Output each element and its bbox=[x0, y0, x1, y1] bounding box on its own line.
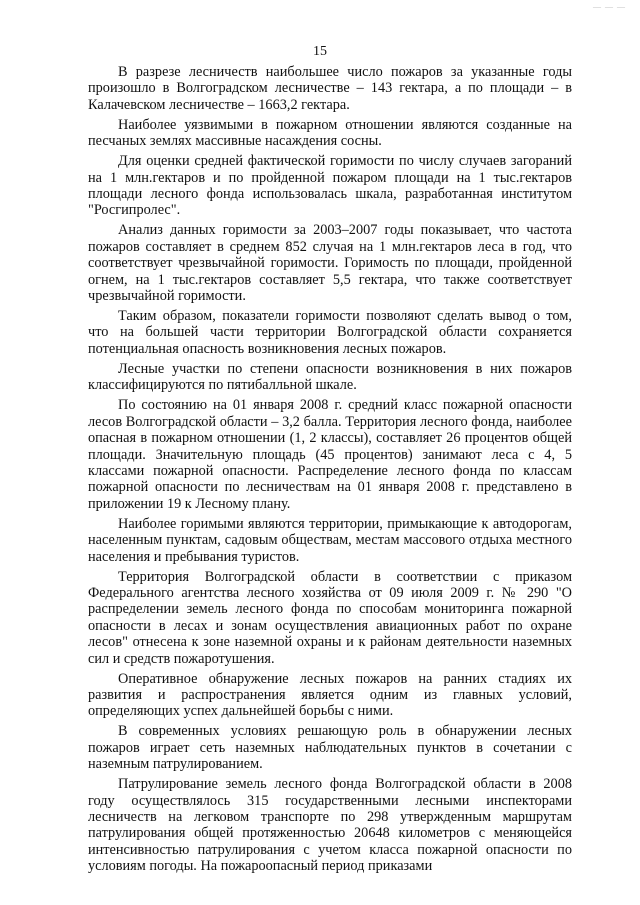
paragraph: Лесные участки по степени опасности возникновения в них пожаров классифицируются по пятибалльной шкале. bbox=[88, 360, 572, 394]
paragraph: По состоянию на 01 января 2008 г. средний класс пожарной опасности лесов Волгоградской области – 3,2 балла. Территория лесного фонда, наиболее опасная в пожарном отношении (1, 2 классы), составляет 26 процентов общей площади. Значительную площадь (45 процентов) занимают леса с 4, 5 классами пожарной опасности. Распределение лесного фонда по классам пожарной опасности по лесничествам на 01 января 2008 г. представлено в приложении 19 к Лесному плану. bbox=[88, 397, 572, 512]
corner-mark: — — — bbox=[593, 2, 626, 11]
paragraph: Таким образом, показатели горимости позволяют сделать вывод о том, что на большей части территории Волгоградской области сохраняется потенциальная опасность возникновения лесных пожаров. bbox=[88, 308, 572, 357]
paragraph: Наиболее уязвимыми в пожарном отношении являются созданные на песчаных землях массивные насаждения сосны. bbox=[88, 116, 572, 150]
page-number: 15 bbox=[313, 44, 327, 59]
paragraph: Анализ данных горимости за 2003–2007 годы показывает, что частота пожаров составляет в среднем 852 случая на 1 млн.гектаров леса в год, что соответствует чрезвычайной горимости. Горимость по площади, пройденной огнем, на 1 тыс.гектаров составляет 5,5 гектара, что также соответствует чрезвычайной горимости. bbox=[88, 222, 572, 305]
paragraph: В современных условиях решающую роль в обнаружении лесных пожаров играет сеть наземных наблюдательных пунктов в сочетании с наземным патрулированием. bbox=[88, 723, 572, 773]
paragraph: Патрулирование земель лесного фонда Волгоградской области в 2008 году осуществлялось 315 государственными лесными инспекторами лесничеств на легковом транспорте по 298 утвержденным маршрутам патрулирования общей протяженностью 20648 километров с меняющейся интенсивностью патрулирования с учетом класса пожарной опасности по условиям погоды. На пожароопасный период приказами bbox=[88, 776, 572, 875]
paragraph: Оперативное обнаружение лесных пожаров на ранних стадиях их развития и распространения является одним из главных условий, определяющих успех дальнейшей борьбы с ними. bbox=[88, 670, 572, 720]
paragraph: Наиболее горимыми являются территории, примыкающие к автодорогам, населенным пунктам, садовым обществам, местам массового отдыха местного населения и пребывания туристов. bbox=[88, 515, 572, 565]
paragraph: Территория Волгоградской области в соответствии с приказом Федерального агентства лесного хозяйства от 09 июля 2009 г. № 290 "О распределении земель лесного фонда по способам мониторинга пожарной опасности в лесах и зонам осуществления авиационных работ по охране лесов" отнесена к зоне наземной охраны и к районам деятельности наземных сил и средств пожаротушения. bbox=[88, 568, 572, 667]
body-text bbox=[88, 64, 572, 878]
paragraph: Для оценки средней фактической горимости по числу случаев загораний на 1 млн.гектаров и по пройденной пожаром площади на 1 тыс.гектаров площади лесного фонда использовалась шкала, разработанная институтом "Росгипролес". bbox=[88, 153, 572, 219]
paragraph: В разрезе лесничеств наибольшее число пожаров за указанные годы произошло в Волгоградском лесничестве – 143 гектара, а по площади – в Калачевском лесничестве – 1663,2 гектара. bbox=[88, 64, 572, 113]
